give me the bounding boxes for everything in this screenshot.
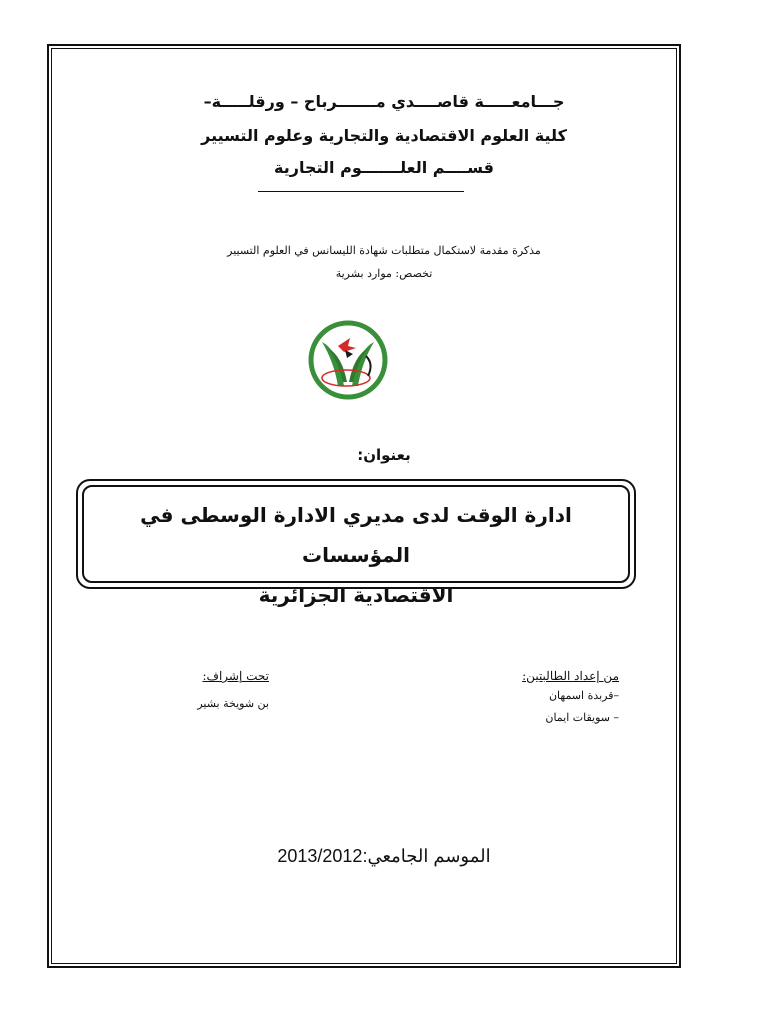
university-emblem-icon <box>308 320 388 400</box>
student-name: – سويقات ايمان <box>545 711 619 724</box>
title-label: بعنوان: <box>357 446 411 464</box>
university-name: جـــامعـــــة قاصــــدي مـــــــرباح – ورقلـــــة– <box>203 92 565 111</box>
header-divider <box>258 191 464 192</box>
memo-description: مذكرة مقدمة لاستكمال متطلبات شهادة الليسانس في العلوم التسيير <box>227 244 541 257</box>
supervisor-block <box>119 667 269 715</box>
supervisor-heading: تحت إشراف: <box>202 669 269 683</box>
thesis-title-line-2: الاقتصادية الجزائرية <box>258 583 454 607</box>
specialization: تخصص: موارد بشرية <box>335 267 433 280</box>
academic-year: الموسم الجامعي:2013/2012 <box>277 846 491 866</box>
faculty-name: كلية العلوم الاقتصادية والتجارية وعلوم التسيير <box>201 126 567 145</box>
student-name: –قربدة اسمهان <box>548 689 619 702</box>
students-heading: من إعداد الطالبتين: <box>522 669 619 683</box>
supervisor-name: بن شويخة بشير <box>197 697 269 710</box>
thesis-title <box>90 495 622 615</box>
department-name: قســــم العلـــــــوم التجارية <box>274 158 494 177</box>
thesis-title-line-1: ادارة الوقت لدى مديري الادارة الوسطى في المؤسسات <box>140 503 572 567</box>
students-block <box>469 667 619 729</box>
